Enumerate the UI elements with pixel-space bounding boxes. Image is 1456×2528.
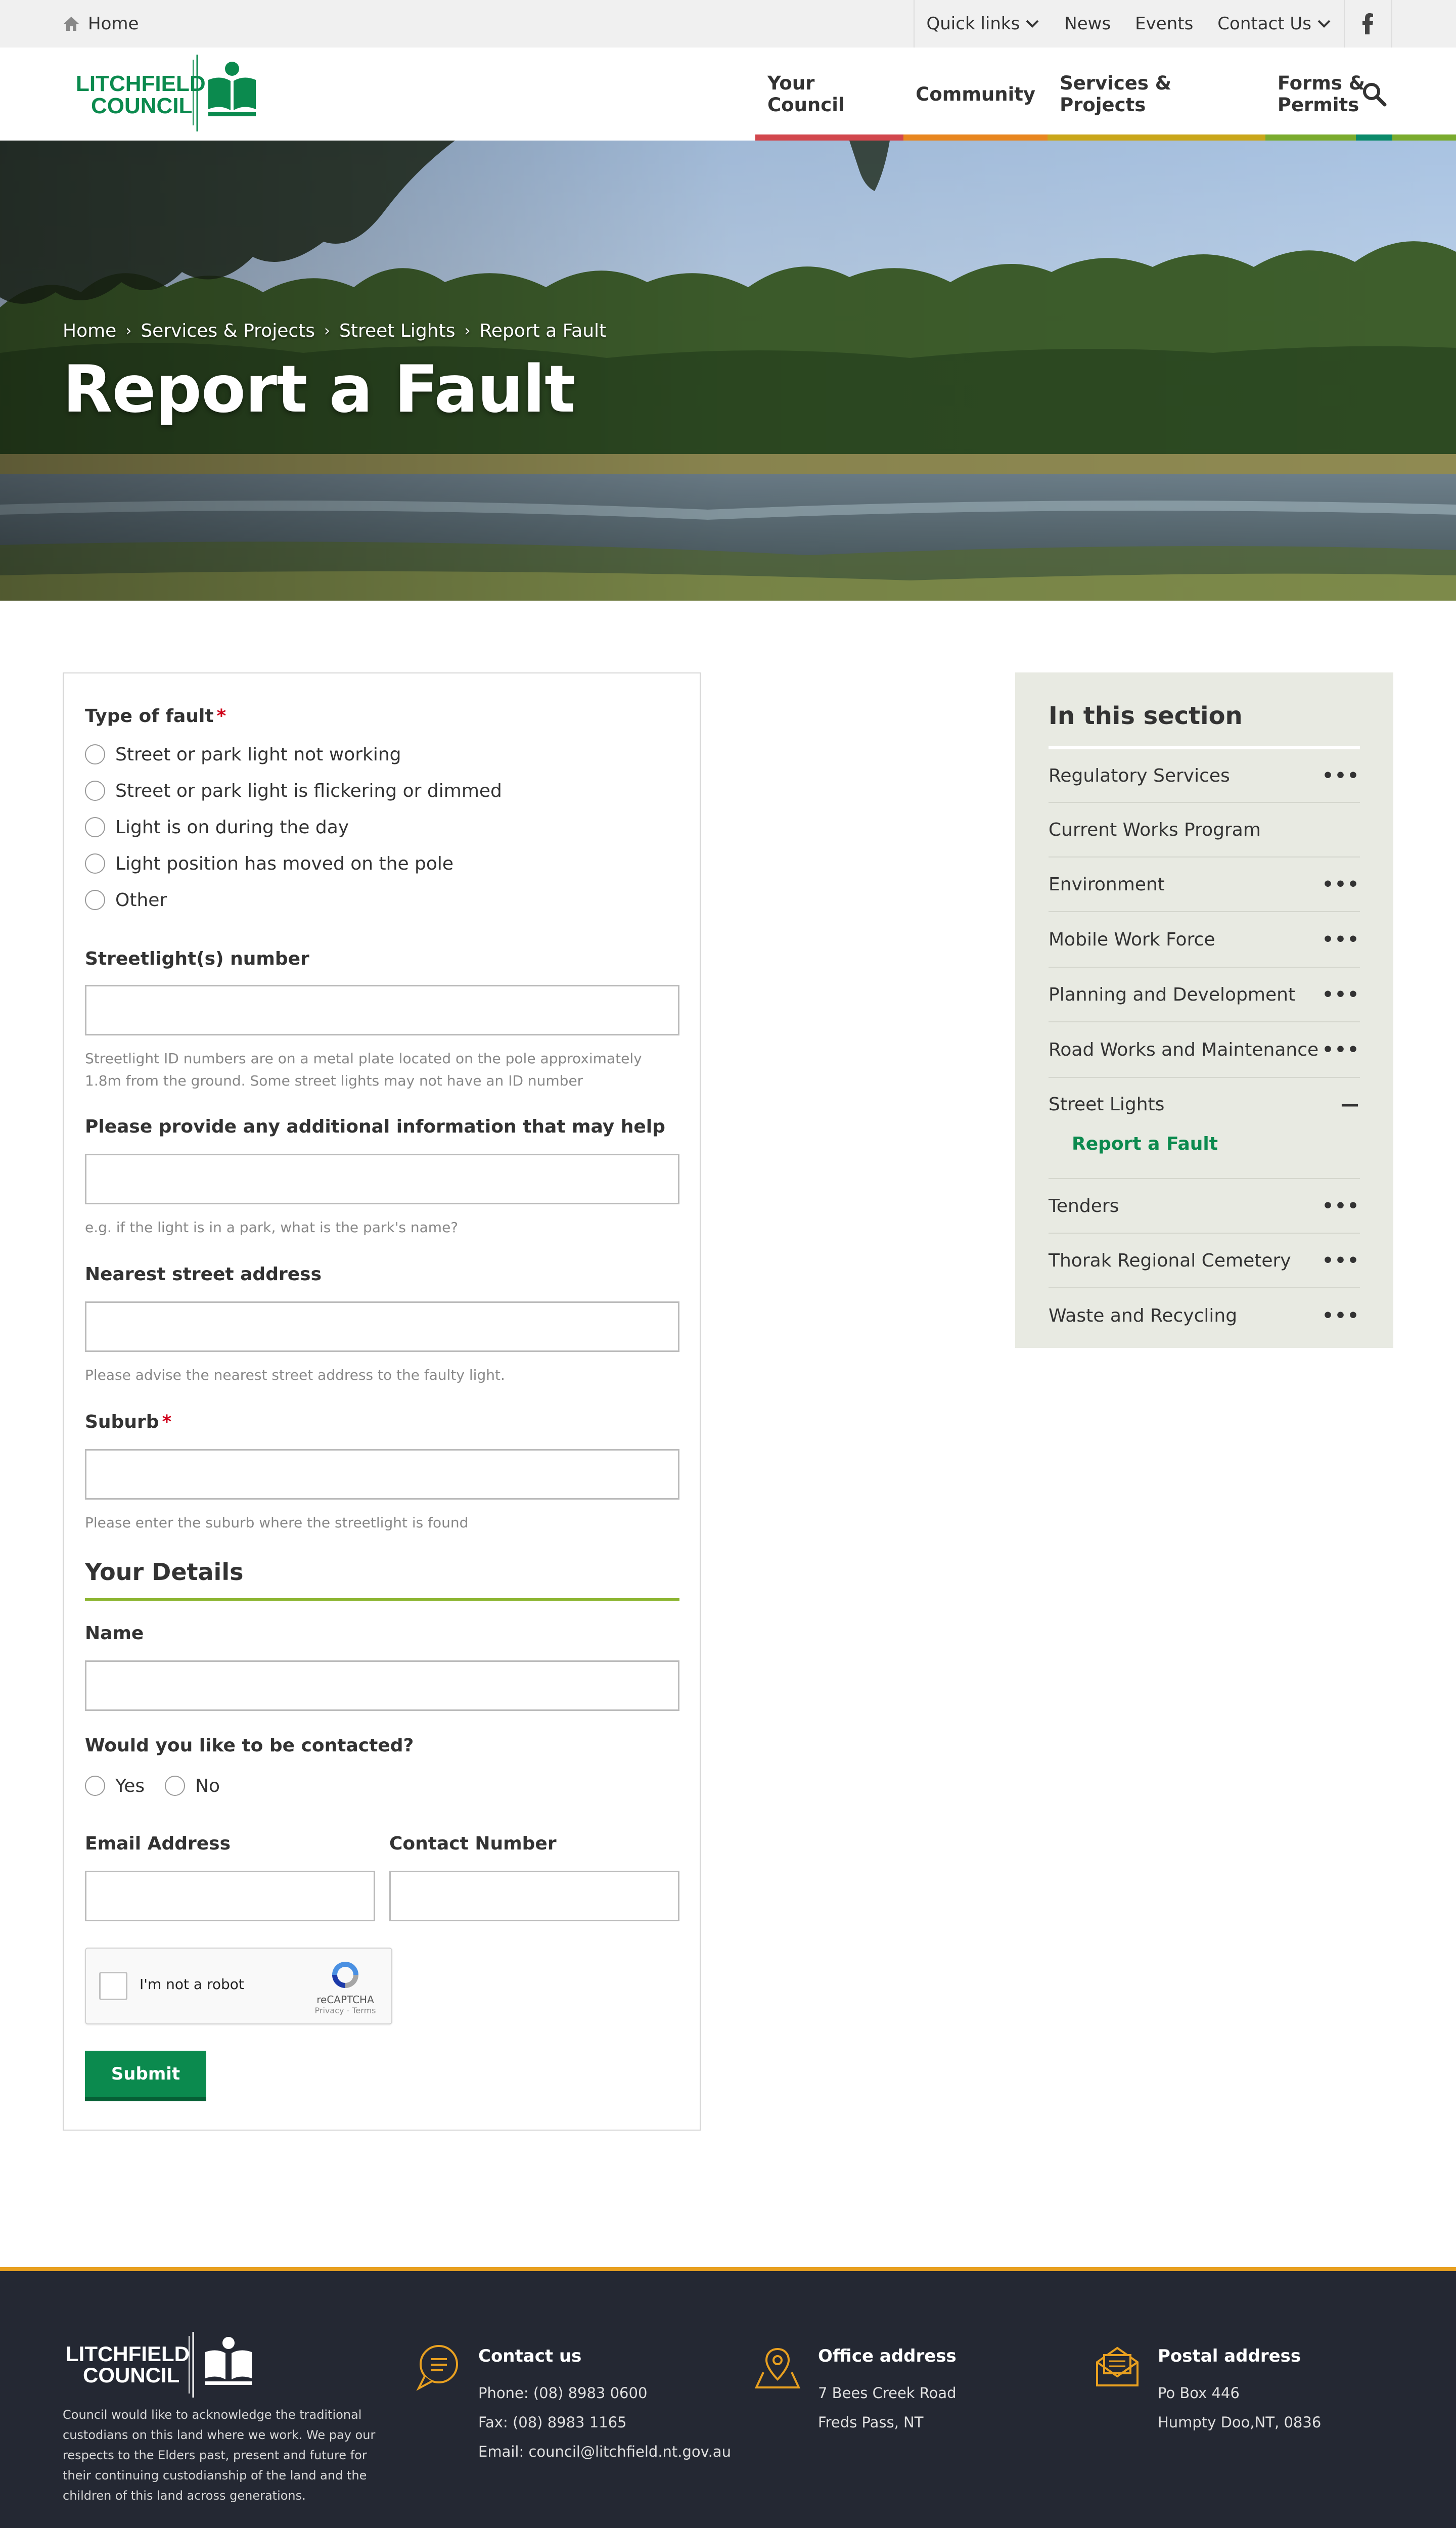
site-logo[interactable] [73,55,265,131]
nav-color-bar [1048,134,1265,141]
radio-button[interactable] [85,781,105,801]
chevron-right-icon: › [125,322,132,340]
sidebar-item-waste-recycling[interactable] [1049,1288,1360,1343]
email-input[interactable] [85,1871,375,1921]
name-label: Name [85,1623,144,1644]
footer-logo[interactable] [63,2332,265,2400]
type-of-fault-label [85,706,226,727]
svg-text:COUNCIL: COUNCIL [83,2363,180,2387]
radio-button[interactable] [85,890,105,910]
additional-info-input[interactable] [85,1154,679,1204]
contact-us-label: Contact Us [1217,14,1311,34]
office-line1: 7 Bees Creek Road [818,2384,957,2402]
recaptcha-widget [85,1948,392,2024]
home-icon [63,16,80,32]
postal-line2: Humpty Doo,NT, 0836 [1158,2414,1322,2431]
your-details-heading: Your Details [85,1558,679,1601]
news-link[interactable] [1052,0,1123,48]
contact-pref-yes[interactable] [85,1768,145,1804]
postal-heading: Postal address [1158,2346,1301,2366]
collapse-icon[interactable]: — [1341,1094,1360,1115]
email-label: Email Address [85,1833,231,1854]
nav-your-council[interactable] [755,48,903,141]
required-marker: * [216,706,226,727]
more-icon[interactable]: ••• [1322,874,1360,895]
svg-text:COUNCIL: COUNCIL [91,94,193,118]
fault-option-label: Street or park light is flickering or dimmed [115,780,502,801]
site-header [0,48,1456,141]
sidebar-item-planning-development[interactable] [1049,968,1360,1022]
section-sidebar [1015,672,1393,1348]
sidebar-item-label: Environment [1049,874,1165,895]
name-input[interactable] [85,1660,679,1711]
suburb-label [85,1412,171,1432]
acknowledgement-text: Council would like to acknowledge the traditional custodians on this land where we work. We pay our respects to the Elders past, present and future for their continuing custodianship of the land and the children of this land across generations. [63,2408,376,2503]
breadcrumb-services-projects[interactable]: Services & Projects [141,321,315,341]
nav-community[interactable] [903,48,1048,141]
nav-community-label: Community [916,83,1036,105]
fault-option-label: Street or park light not working [115,744,401,765]
more-icon[interactable]: ••• [1322,1195,1360,1216]
sidebar-item-label: Mobile Work Force [1049,929,1215,950]
chevron-right-icon: › [464,322,471,340]
sidebar-item-thorak-cemetery[interactable] [1049,1234,1360,1288]
street-address-input[interactable] [85,1301,679,1352]
fault-option-label: Light position has moved on the pole [115,853,454,874]
breadcrumb [63,321,606,341]
contact-heading: Contact us [478,2346,582,2366]
radio-button[interactable] [85,853,105,874]
utility-links [914,0,1393,48]
postal-line1: Po Box 446 [1158,2384,1240,2402]
more-icon[interactable]: ••• [1322,984,1360,1005]
contact-pref-no[interactable] [165,1768,220,1804]
chevron-down-icon [1025,19,1040,29]
radio-button[interactable] [165,1776,185,1796]
facebook-icon [1362,13,1374,34]
suburb-text: Suburb [85,1412,159,1432]
sidebar-item-current-works[interactable] [1049,803,1360,857]
sidebar-item-label: Planning and Development [1049,984,1296,1005]
nav-color-bar [1356,134,1392,141]
contact-pref-options [85,1768,220,1804]
more-icon[interactable]: ••• [1322,929,1360,950]
chat-icon [413,2342,463,2392]
required-marker: * [162,1412,172,1432]
more-icon[interactable]: ••• [1322,1039,1360,1060]
quick-links-menu[interactable] [914,0,1053,48]
nav-forms-permits-label: Forms & Permits [1277,72,1366,116]
map-pin-icon [752,2342,803,2392]
sidebar-item-tenders[interactable] [1049,1179,1360,1234]
contact-pref-yes-label: Yes [115,1775,145,1796]
suburb-input[interactable] [85,1449,679,1500]
fault-option-moved[interactable] [85,845,502,882]
streetlight-number-help: Streetlight ID numbers are on a metal plate located on the pole approximately 1.8m from the ground. Some street lights may not have an ID number [85,1050,642,1089]
phone-input[interactable] [389,1871,679,1921]
submit-button[interactable]: Submit [85,2051,206,2101]
mail-icon [1092,2342,1143,2392]
fault-option-flickering[interactable] [85,773,502,809]
search-icon [1361,81,1387,107]
svg-text:LITCHFIELD: LITCHFIELD [76,71,206,96]
street-address-help: Please advise the nearest street address to the faulty light. [85,1367,505,1383]
breadcrumb-home[interactable]: Home [63,321,117,341]
recaptcha-brand-text: reCAPTCHA [316,1994,374,2006]
recaptcha-checkbox[interactable] [99,1972,127,2000]
fault-option-other[interactable] [85,882,502,918]
nav-your-council-label: Your Council [767,72,845,116]
contact-phone[interactable]: Phone: (08) 8983 0600 [478,2384,648,2402]
additional-info-help: e.g. if the light is in a park, what is the park's name? [85,1219,459,1236]
home-link-label: Home [88,14,139,34]
news-label: News [1064,14,1111,34]
sidebar-item-label: Thorak Regional Cemetery [1049,1250,1291,1271]
sidebar-item-label: Road Works and Maintenance [1049,1039,1319,1060]
home-link[interactable] [63,0,139,48]
radio-button[interactable] [85,1776,105,1796]
sidebar-subitem-report-fault[interactable]: Report a Fault [1072,1134,1218,1154]
sidebar-item-mobile-work-force[interactable] [1049,912,1360,968]
hero-banner [0,141,1456,601]
recaptcha-label: I'm not a robot [140,1976,244,1993]
office-line2: Freds Pass, NT [818,2414,924,2431]
type-of-fault-options [85,736,502,918]
more-icon[interactable]: ••• [1322,1305,1360,1326]
contact-us-menu[interactable] [1205,0,1344,48]
events-label: Events [1135,14,1194,34]
fault-option-label: Other [115,889,167,911]
streetlight-number-label: Streetlight(s) number [85,949,309,969]
sidebar-item-road-works[interactable] [1049,1022,1360,1078]
breadcrumb-street-lights[interactable]: Street Lights [339,321,456,341]
more-icon[interactable]: ••• [1322,1250,1360,1271]
fault-option-not-working[interactable] [85,736,502,773]
recaptcha-brand [312,1959,378,2015]
nav-services-projects[interactable] [1048,48,1265,141]
svg-text:LITCHFIELD: LITCHFIELD [66,2342,190,2366]
sidebar-item-label: Current Works Program [1049,819,1261,840]
nav-services-projects-label: Services & Projects [1060,72,1172,116]
streetlight-number-input[interactable] [85,985,679,1035]
fault-option-label: Light is on during the day [115,817,349,838]
recaptcha-links[interactable]: Privacy - Terms [314,2006,376,2015]
chevron-right-icon: › [324,322,331,340]
quick-links-label: Quick links [926,14,1020,34]
page-title: Report a Fault [63,352,575,427]
site-footer [0,2267,1456,2528]
radio-button[interactable] [85,744,105,764]
sidebar-item-regulatory-services[interactable] [1049,749,1360,803]
report-fault-form [63,672,701,2131]
nav-color-bar [755,134,903,141]
sidebar-item-street-lights[interactable] [1049,1078,1360,1179]
phone-label: Contact Number [389,1833,557,1854]
main-nav [755,48,1456,141]
suburb-help: Please enter the suburb where the streetlight is found [85,1514,469,1531]
sidebar-item-label: Regulatory Services [1049,765,1230,786]
fault-option-on-during-day[interactable] [85,809,502,845]
sidebar-item-label: Waste and Recycling [1049,1305,1238,1326]
events-link[interactable] [1123,0,1205,48]
recaptcha-icon [329,1959,361,1991]
utility-bar [0,0,1456,48]
sidebar-item-label: Tenders [1049,1195,1119,1216]
radio-button[interactable] [85,817,105,837]
contact-pref-label: Would you like to be contacted? [85,1735,414,1756]
breadcrumb-current: Report a Fault [479,321,607,341]
nav-color-bar [903,134,1048,141]
sidebar-item-label: Street Lights [1049,1094,1165,1115]
sidebar-title: In this section [1049,702,1360,749]
more-icon[interactable]: ••• [1322,765,1360,786]
street-address-label: Nearest street address [85,1264,322,1285]
office-heading: Office address [818,2346,957,2366]
chevron-down-icon [1316,19,1332,29]
sidebar-item-environment[interactable] [1049,857,1360,912]
type-of-fault-text: Type of fault [85,706,214,727]
facebook-link[interactable] [1344,0,1392,48]
additional-info-label: Please provide any additional information that may help [85,1116,665,1137]
search-button[interactable] [1356,48,1392,141]
contact-email[interactable]: Email: council@litchfield.nt.gov.au [478,2443,731,2460]
contact-fax: Fax: (08) 8983 1165 [478,2414,627,2431]
contact-pref-no-label: No [195,1775,220,1796]
